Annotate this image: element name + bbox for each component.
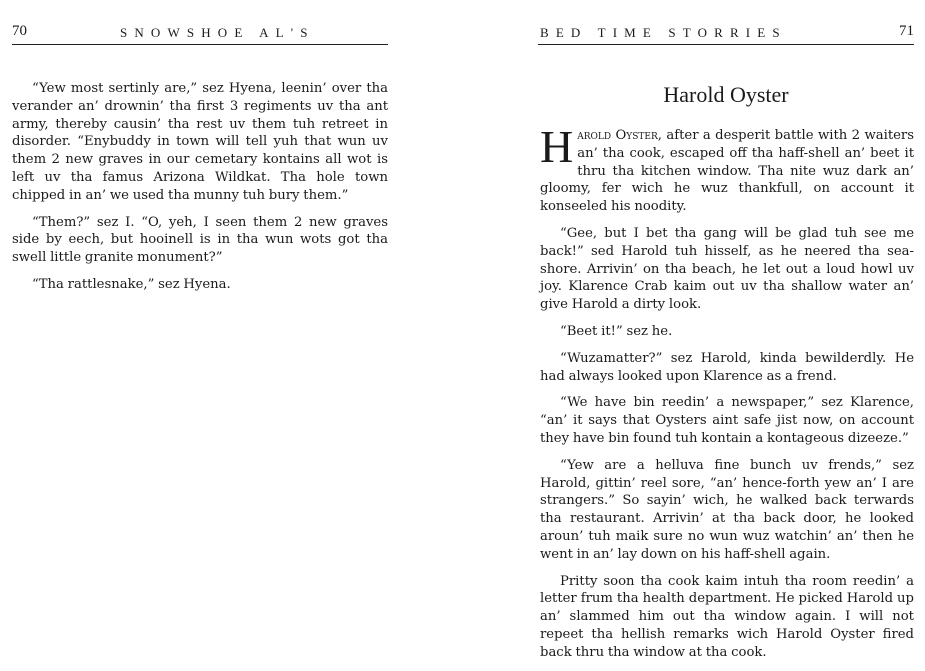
paragraph: “Gee, but I bet tha gang will be glad tuh see me back!” sed Harold tuh hisself, as he neered tha sea-shore. Arrivin’ on tha beach, he let out a loud howl uv joy. Klarence Crab kaim out uv tha shallow water an’ give Harold a dirty look.: [540, 225, 914, 313]
paragraph: “Them?” sez I. “O, yeh, I seen them 2 new graves side by eech, but hooinell is in tha wun wots got tha swell little granite monument?”: [12, 214, 388, 266]
first-paragraph: [540, 121, 914, 216]
paragraph: Pritty soon tha cook kaim intuh tha room reedin’ a letter frum tha health department. He picked Harold up an’ slammed him out tha window again. I will not repeet tha hellish remarks wich Harold Oyster fired back thru tha window at tha cook.: [540, 573, 914, 660]
right-page-body: [540, 121, 914, 671]
paragraph: “Yew most sertinly are,” sez Hyena, leenin’ over tha verander an’ drownin’ tha first 3 regiments uv tha ant army, thereby causin’ tha rest uv them tuh retreet in disorder. “Enybuddy in town will tell yuh that wun uv them 2 new graves in our cemetary kontains all wot is left uv tha famus Arizona Wildkat. Tha hole town chipped in an’ we used tha munny tuh bury them.”: [12, 81, 388, 203]
left-page-header: [12, 22, 388, 45]
running-head-left: SNOWSHOE AL'S: [120, 25, 315, 40]
paragraph: “We have bin reedin’ a newspaper,” sez Klarence, “an’ it says that Oysters aint safe jist now, on account they have bin found tuh kontain a kontageous dizeeze.”: [540, 395, 914, 446]
lead-words: arold Oyster,: [577, 128, 662, 143]
right-page: [462, 0, 925, 660]
paragraph: “Beet it!” sez he.: [560, 323, 673, 339]
running-head-right: BED TIME STORRIES: [540, 25, 787, 40]
paragraph: “Tha rattlesnake,” sez Hyena.: [32, 276, 231, 292]
page-number-left: 70: [12, 23, 27, 39]
paragraph: “Yew are a helluva fine bunch uv frends,” sez Harold, gittin’ reel sore, “an’ hence-forth yew an’ I are strangers.” So sayin’ wich, he walked back terwards tha restaurant. Arrivin’ at tha back door, he looked aroun’ tuh maik sure no wun wuz watchin’ an’ then he went in an’ lay down on his haff-shell again.: [540, 457, 914, 562]
page-number-right: 71: [899, 23, 914, 39]
drop-cap: H: [540, 121, 574, 172]
right-page-header: [538, 22, 914, 45]
left-page-body: [12, 80, 388, 303]
paragraph: “Wuzamatter?” sez Harold, kinda bewilderdly. He had always looked upon Klarence as a frend.: [540, 350, 914, 384]
chapter-title: Harold Oyster: [663, 82, 789, 107]
first-paragraph-text: after a desperit battle with 2 waiters an’ tha cook, escaped off tha haff-shell an’ beet it thru tha kitchen window. Tha nite wuz dark an’ gloomy, fer wich he wuz thankfull, on account it konseeled his noodity.: [540, 128, 914, 215]
left-page: [0, 0, 462, 650]
